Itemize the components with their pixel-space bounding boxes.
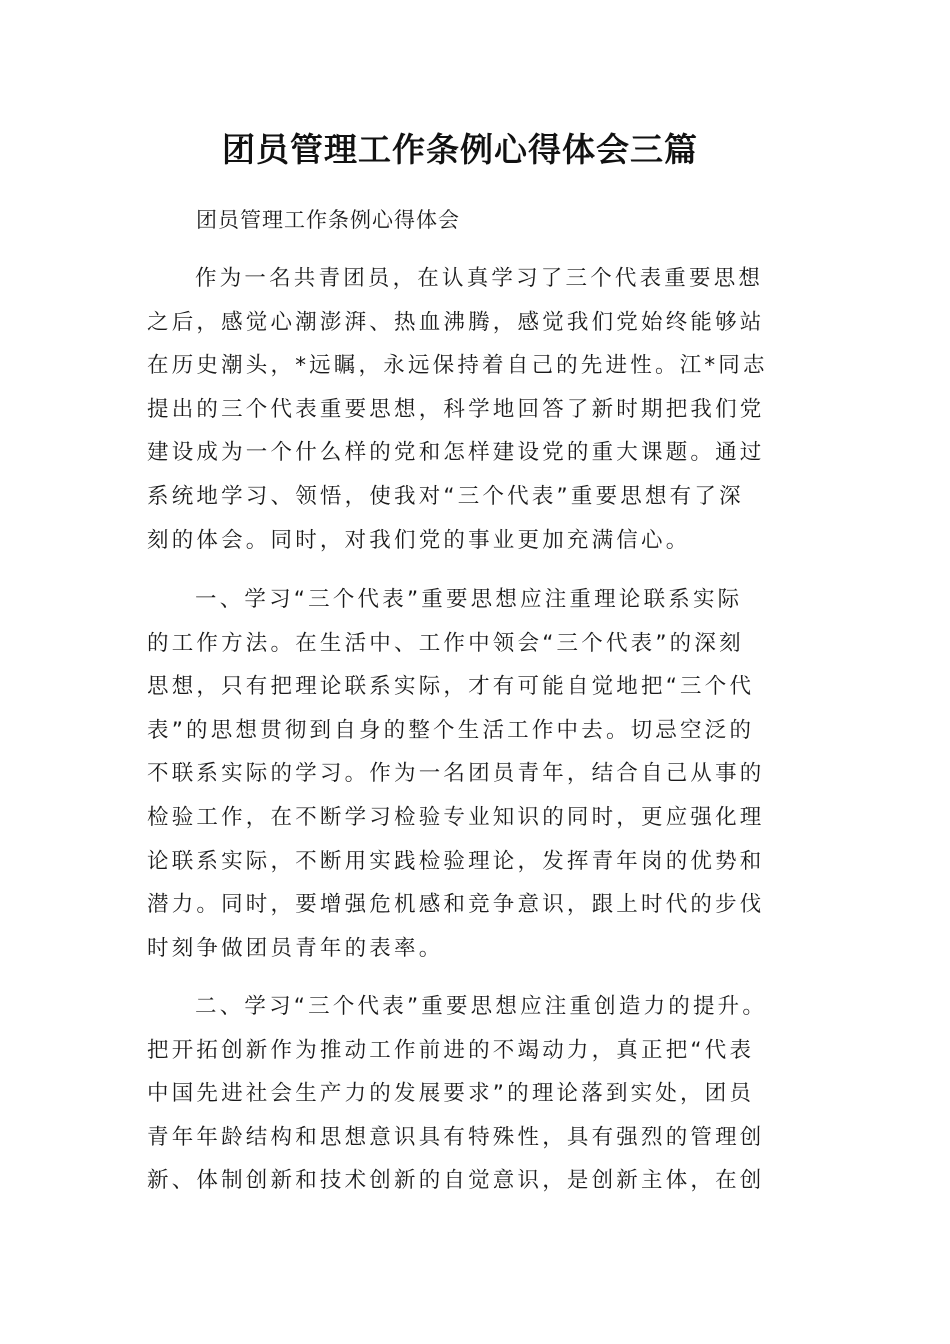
paragraph-line: 中国先进社会生产力的发展要求”的理论落到实处，团员 — [147, 1081, 755, 1107]
paragraph-line: 一、学习“三个代表”重要思想应注重理论联系实际 — [195, 587, 743, 612]
document-title: 团员管理工作条例心得体会三篇 — [222, 130, 698, 169]
paragraph-line: 新、体制创新和技术创新的自觉意识，是创新主体，在创 — [147, 1168, 765, 1194]
paragraph-line: 建设成为一个什么样的党和怎样建设党的重大课题。通过 — [147, 440, 765, 466]
paragraph-line: 思想，只有把理论联系实际，才有可能自觉地把“三个代 — [147, 674, 755, 700]
paragraph-1 — [147, 257, 827, 562]
paragraph-line: 检验工作，在不断学习检验专业知识的同时，更应强化理 — [147, 804, 765, 830]
paragraph-3 — [147, 985, 827, 1203]
paragraph-line: 论联系实际，不断用实践检验理论，发挥青年岗的优势和 — [147, 848, 765, 874]
paragraph-line: 潜力。同时，要增强危机感和竞争意识，跟上时代的步伐 — [147, 892, 765, 918]
paragraph-line: 的工作方法。在生活中、工作中领会“三个代表”的深刻 — [147, 630, 744, 656]
paragraph-line: 提出的三个代表重要思想，科学地回答了新时期把我们党 — [147, 396, 765, 422]
paragraph-line: 作为一名共青团员，在认真学习了三个代表重要思想 — [195, 266, 764, 291]
paragraph-line: 系统地学习、领悟，使我对“三个代表”重要思想有了深 — [147, 483, 744, 509]
paragraph-line: 青年年龄结构和思想意识具有特殊性，具有强烈的管理创 — [147, 1124, 765, 1150]
paragraph-line: 不联系实际的学习。作为一名团员青年，结合自己从事的 — [147, 761, 765, 787]
paragraph-line: 在历史潮头，*远瞩，永远保持着自己的先进性。江*同志 — [147, 353, 768, 379]
paragraph-line: 表”的思想贯彻到自身的整个生活工作中去。切忌空泛的 — [147, 717, 755, 743]
paragraph-line: 把开拓创新作为推动工作前进的不竭动力，真正把“代表 — [147, 1037, 755, 1063]
paragraph-2 — [147, 578, 827, 970]
document-subtitle: 团员管理工作条例心得体会 — [196, 208, 460, 232]
paragraph-line: 时刻争做团员青年的表率。 — [147, 935, 444, 961]
paragraph-line: 二、学习“三个代表”重要思想应注重创造力的提升。 — [195, 994, 768, 1019]
paragraph-line: 之后，感觉心潮澎湃、热血沸腾，感觉我们党始终能够站 — [147, 309, 765, 335]
paragraph-line: 刻的体会。同时，对我们党的事业更加充满信心。 — [147, 527, 691, 553]
